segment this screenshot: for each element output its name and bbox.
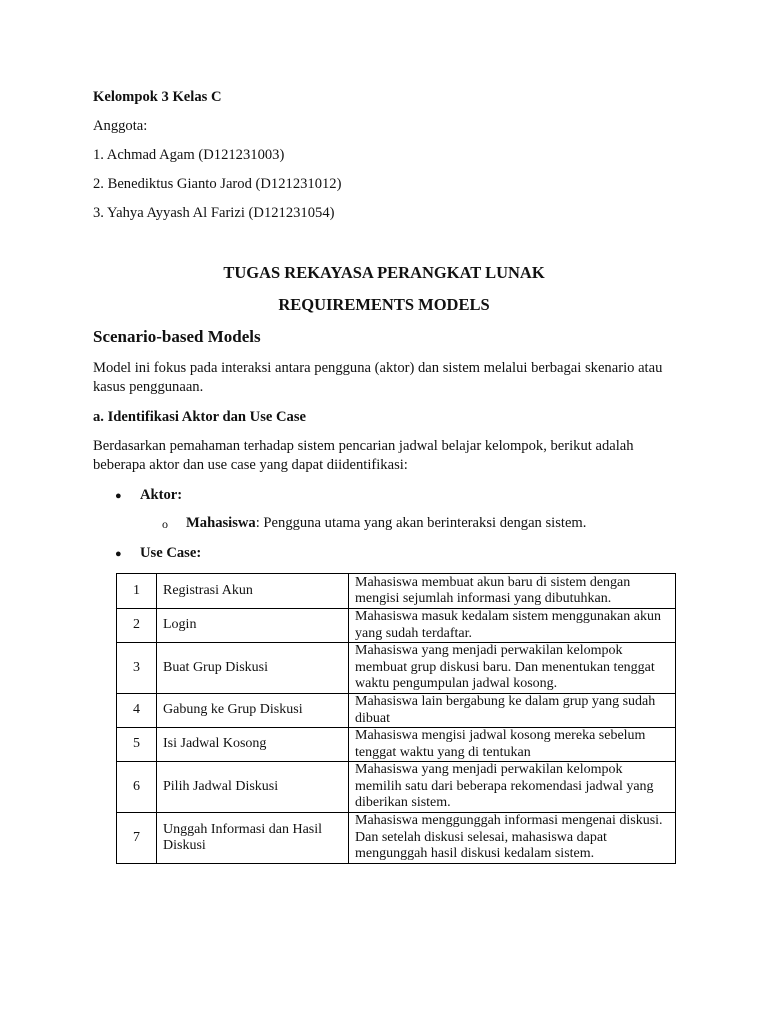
- usecase-description: Mahasiswa lain bergabung ke dalam grup yang sudah dibuat: [349, 694, 676, 728]
- subsection-intro: Berdasarkan pemahaman terhadap sistem pencarian jadwal belajar kelompok, berikut adalah beberapa aktor dan use case yang dapat diidentifikasi:: [93, 438, 634, 473]
- usecase-name: Pilih Jadwal Diskusi: [157, 762, 349, 813]
- table-row: [117, 643, 676, 694]
- main-title: TUGAS REKAYASA PERANGKAT LUNAK: [223, 263, 545, 282]
- member-3: 3. Yahya Ayyash Al Farizi (D121231054): [93, 205, 335, 221]
- usecase-number: 6: [117, 762, 157, 813]
- member-2: 2. Benediktus Gianto Jarod (D121231012): [93, 176, 342, 192]
- section-heading: Scenario-based Models: [93, 327, 261, 346]
- group-heading: Kelompok 3 Kelas C: [93, 89, 222, 105]
- usecase-name: Unggah Informasi dan Hasil Diskusi: [157, 813, 349, 864]
- usecase-number: 7: [117, 813, 157, 864]
- usecase-number: 1: [117, 574, 157, 609]
- usecase-description: Mahasiswa mengisi jadwal kosong mereka sebelum tenggat waktu yang di tentukan: [349, 728, 676, 762]
- table-row: [117, 762, 676, 813]
- actor-label: Aktor:: [140, 487, 183, 503]
- usecase-name: Isi Jadwal Kosong: [157, 728, 349, 762]
- usecase-table: [116, 573, 676, 864]
- bullet-icon: ●: [115, 490, 122, 502]
- actor-name: Mahasiswa: [186, 515, 256, 531]
- usecase-name: Gabung ke Grup Diskusi: [157, 694, 349, 728]
- bullet-icon: ●: [115, 548, 122, 560]
- member-1: 1. Achmad Agam (D121231003): [93, 147, 285, 163]
- table-row: [117, 574, 676, 609]
- actor-description: : Pengguna utama yang akan berinteraksi dengan sistem.: [255, 515, 587, 531]
- subsection-heading: a. Identifikasi Aktor dan Use Case: [93, 409, 306, 425]
- sub-title: REQUIREMENTS MODELS: [278, 295, 490, 314]
- usecase-number: 2: [117, 609, 157, 643]
- actor-item: [186, 514, 586, 532]
- table-row: [117, 728, 676, 762]
- usecase-number: 5: [117, 728, 157, 762]
- usecase-description: Mahasiswa membuat akun baru di sistem dengan mengisi sejumlah informasi yang dibutuhkan.: [349, 574, 676, 609]
- members-label: Anggota:: [93, 118, 148, 134]
- usecase-number: 3: [117, 643, 157, 694]
- usecase-description: Mahasiswa masuk kedalam sistem menggunakan akun yang sudah terdaftar.: [349, 609, 676, 643]
- usecase-description: Mahasiswa menggunggah informasi mengenai diskusi. Dan setelah diskusi selesai, mahasiswa dapat mengunggah hasil diskusi kedalam sistem.: [349, 813, 676, 864]
- table-row: [117, 813, 676, 864]
- usecase-number: 4: [117, 694, 157, 728]
- circle-bullet-icon: o: [162, 517, 168, 531]
- usecase-name: Login: [157, 609, 349, 643]
- usecase-label: Use Case:: [140, 545, 202, 561]
- usecase-name: Registrasi Akun: [157, 574, 349, 609]
- usecase-name: Buat Grup Diskusi: [157, 643, 349, 694]
- section-intro: Model ini fokus pada interaksi antara pengguna (aktor) dan sistem melalui berbagai skenario atau kasus penggunaan.: [93, 360, 663, 395]
- table-row: [117, 694, 676, 728]
- table-row: [117, 609, 676, 643]
- usecase-description: Mahasiswa yang menjadi perwakilan kelompok memilih satu dari beberapa rekomendasi jadwal yang diberikan sistem.: [349, 762, 676, 813]
- usecase-description: Mahasiswa yang menjadi perwakilan kelompok membuat grup diskusi baru. Dan menentukan tenggat waktu pengumpulan jadwal kosong.: [349, 643, 676, 694]
